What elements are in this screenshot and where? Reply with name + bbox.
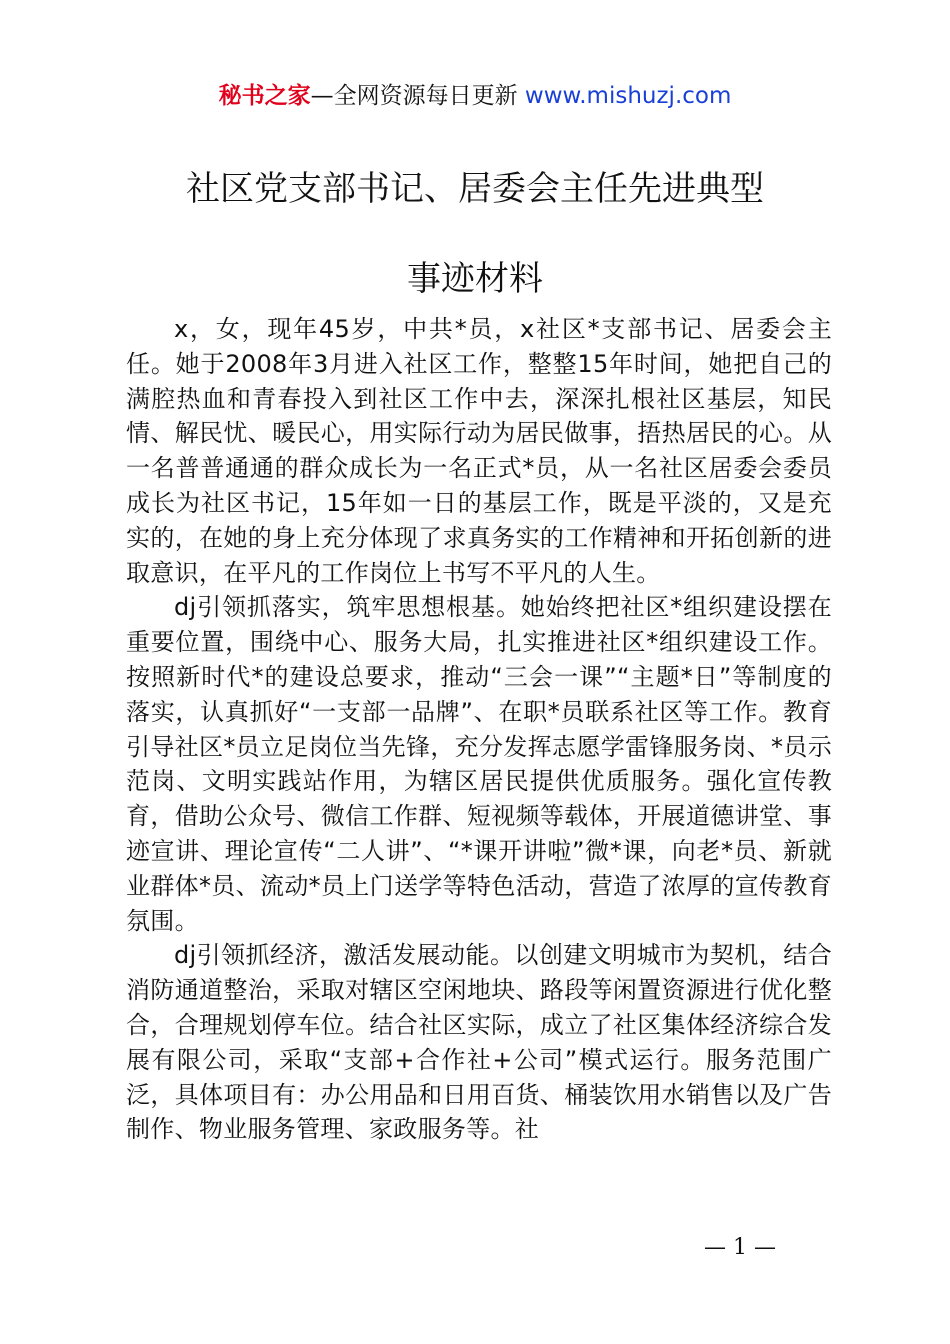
document-title-line-2: 事迹材料 [407,259,543,299]
paragraph-party-building: dj引领抓落实，筑牢思想根基。她始终把社区*组织建设摆在重要位置，围绕中心、服务大局，扎实推进社区*组织建设工作。按照新时代*的建设总要求，推动“三会一课”“主题*日”等制度的落实，认真抓好“一支部一品牌”、在职*员联系社区等工作。教育引导社区*员立足岗位当先锋，充分发挥志愿学雷锋服务岗、*员示范岗、文明实践站作用，为辖区居民提供优质服务。强化宣传教育，借助公众号、微信工作群、短视频等载体，开展道德讲堂、事迹宣讲、理论宣传“二人讲”、“*课开讲啦”微*课，向老*员、新就业群体*员、流动*员上门送学等特色活动，营造了浓厚的宣传教育氛围。 [126,593,832,935]
paragraph-economy: dj引领抓经济，激活发展动能。以创建文明城市为契机，结合消防通道整治，采取对辖区空闲地块、路段等闲置资源进行优化整合，合理规划停车位。结合社区实际，成立了社区集体经济综合发展有限公司，采取“支部+合作社+公司”模式运行。服务范围广泛，具体项目有：办公用品和日用百货、桶装饮用水销售以及广告制作、物业服务管理、家政服务等。社 [126,941,832,1144]
brand-name: 秘书之家 [218,83,311,109]
site-url-link[interactable]: www.mishuzj.com [524,83,732,109]
banner-tagline: —全网资源每日更新 [310,83,525,109]
paragraph-intro: x，女，现年45岁，中共*员，x社区*支部书记、居委会主任。她于2008年3月进入社区工作，整整15年时间，她把自己的满腔热血和青春投入到社区工作中去，深深扎根社区基层，知民情、解民忧、暖民心，用实际行动为居民做事，捂热居民的心。从一名普普通通的群众成长为一名正式*员，从一名社区居委会委员成长为社区书记，15年如一日的基层工作，既是平淡的，又是充实的，在她的身上充分体现了求真务实的工作精神和开拓创新的进取意识，在平凡的工作岗位上书写不平凡的人生。 [126,315,832,587]
site-banner [0,80,950,112]
document-title-line-1: 社区党支部书记、居委会主任先进典型 [186,169,764,209]
document-body [126,312,832,1147]
page-number: — 1 — [704,1235,776,1260]
